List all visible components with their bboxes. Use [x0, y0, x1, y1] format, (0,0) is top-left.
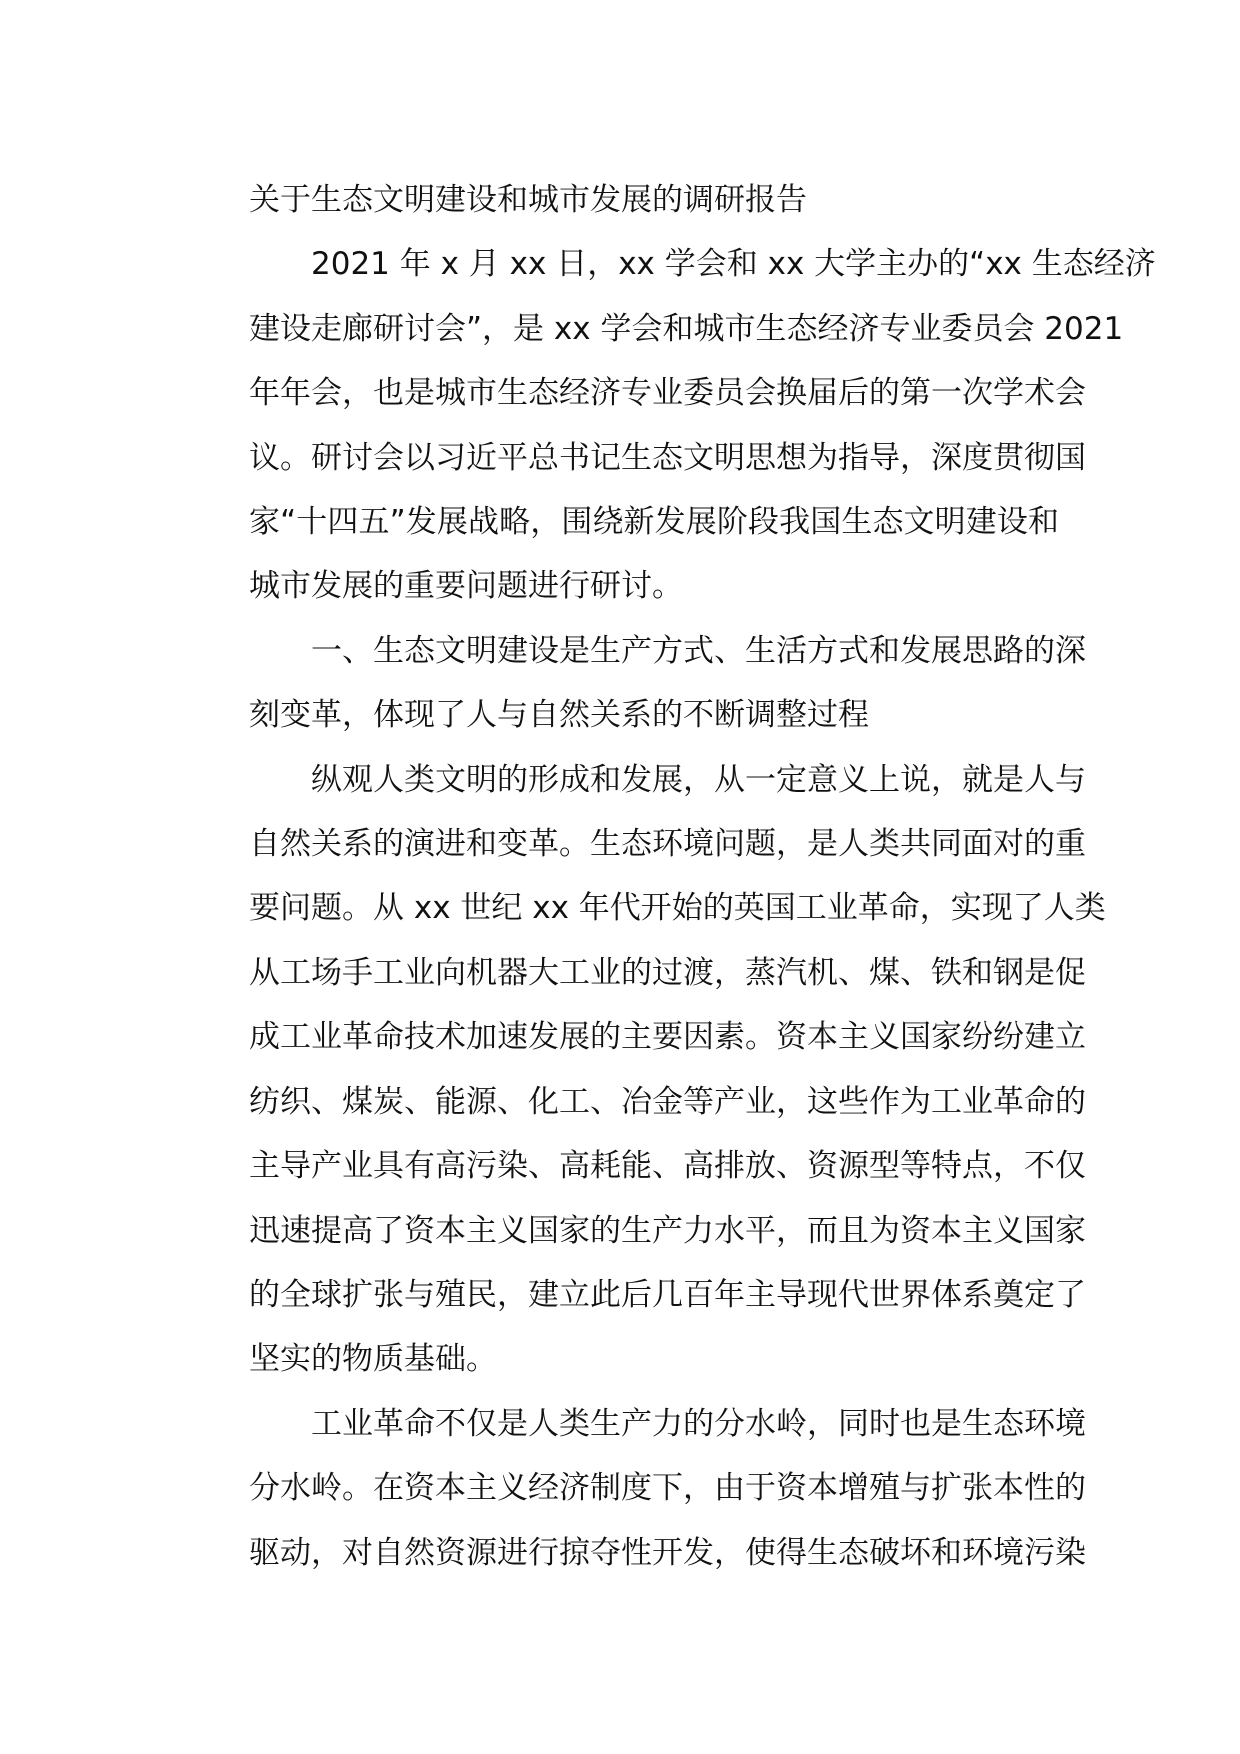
text-line: 主导产业具有高污染、高耗能、高排放、资源型等特点，不仅: [249, 1148, 1086, 1185]
document-body: [187, 168, 1156, 1585]
text-line: 迅速提高了资本主义国家的生产力水平，而且为资本主义国家: [249, 1212, 1086, 1249]
paragraph-watershed: [187, 1392, 1086, 1585]
text-line: 分水岭。在资本主义经济制度下，由于资本增殖与扩张本性的: [249, 1470, 1086, 1507]
text-line: 城市发展的重要问题进行研讨。: [249, 568, 683, 605]
text-line: 坚实的物质基础。: [249, 1341, 497, 1378]
text-line: 成工业革命技术加速发展的主要因素。资本主义国家纷纷建立: [249, 1019, 1086, 1056]
paragraph-industrial-revolution: [187, 748, 1106, 1392]
text-line: 家“十四五”发展战略，围绕新发展阶段我国生态文明建设和: [249, 504, 1059, 541]
text-line: 纵观人类文明的形成和发展，从一定意义上说，就是人与: [311, 761, 1086, 798]
text-line: 年年会，也是城市生态经济专业委员会换届后的第一次学术会: [249, 375, 1086, 412]
text-line: 纺织、煤炭、能源、化工、冶金等产业，这些作为工业革命的: [249, 1083, 1086, 1120]
text-line: 驱动，对自然资源进行掠夺性开发，使得生态破坏和环境污染: [249, 1534, 1086, 1571]
paragraph-intro: [187, 232, 1156, 618]
text-line: 一、生态文明建设是生产方式、生活方式和发展思路的深: [311, 632, 1086, 669]
text-line: 建设走廊研讨会”，是 xx 学会和城市生态经济专业委员会 2021: [249, 310, 1124, 347]
text-line: 刻变革，体现了人与自然关系的不断调整过程: [249, 697, 869, 734]
text-line: 要问题。从 xx 世纪 xx 年代开始的英国工业革命，实现了人类: [249, 890, 1106, 927]
text-line: 从工场手工业向机器大工业的过渡，蒸汽机、煤、铁和钢是促: [249, 954, 1086, 991]
text-line: 议。研讨会以习近平总书记生态文明思想为指导，深度贯彻国: [249, 439, 1086, 476]
text-line: 的全球扩张与殖民，建立此后几百年主导现代世界体系奠定了: [249, 1276, 1086, 1313]
text-line: 2021 年 x 月 xx 日，xx 学会和 xx 大学主办的“xx 生态经济: [311, 246, 1156, 283]
text-line: 自然关系的演进和变革。生态环境问题，是人类共同面对的重: [249, 826, 1086, 863]
document-title: 关于生态文明建设和城市发展的调研报告: [249, 182, 807, 218]
text-line: 工业革命不仅是人类生产力的分水岭，同时也是生态环境: [311, 1405, 1086, 1442]
section-heading-1: [187, 619, 1086, 748]
